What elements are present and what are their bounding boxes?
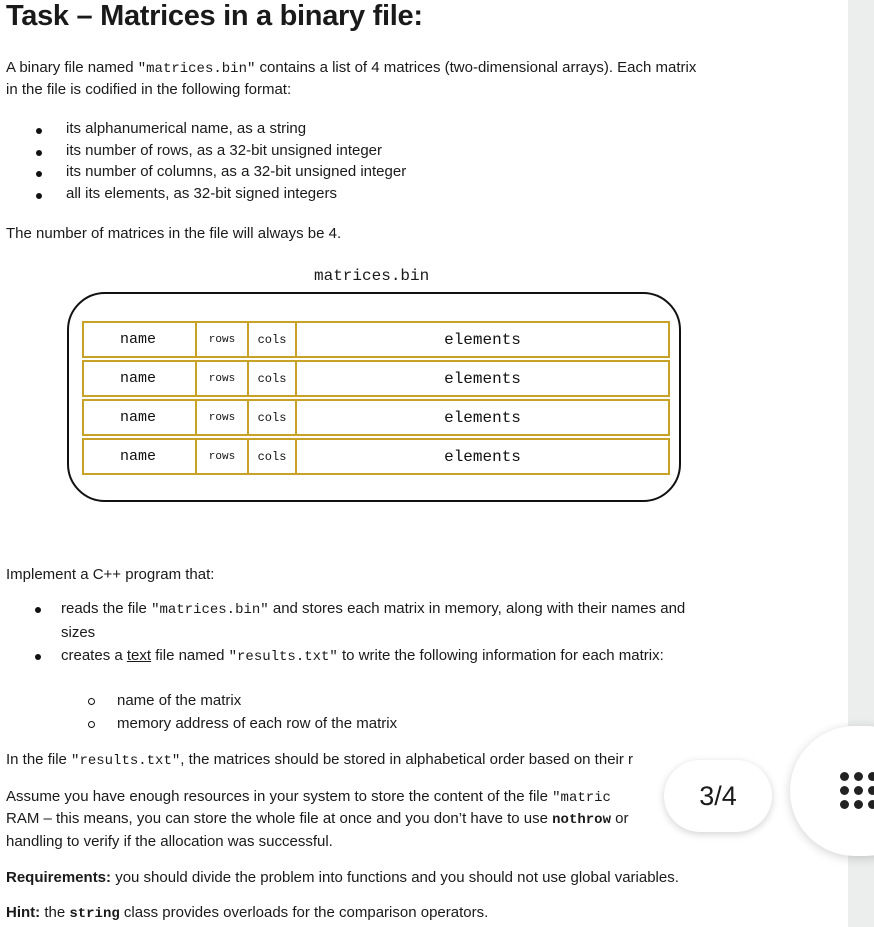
- rows-field: rows: [197, 438, 249, 475]
- page-title: Task – Matrices in a binary file:: [6, 0, 423, 32]
- resources-line-2: RAM – this means, you can store the whole file at once and you don’t have to use nothrow or: [6, 810, 629, 828]
- elements-field: elements: [297, 438, 670, 475]
- sub-bullet: [88, 698, 95, 705]
- format-item: all its elements, as 32-bit signed integers: [66, 185, 337, 202]
- elements-field: elements: [297, 360, 670, 397]
- cols-field: cols: [249, 321, 297, 358]
- bullet: [35, 607, 41, 613]
- order-note: In the file "results.txt", the matrices should be stored in alphabetical order based on their r: [6, 751, 634, 769]
- hint: Hint: the string class provides overloads for the comparison operators.: [6, 904, 489, 922]
- matrix-record: [82, 321, 670, 358]
- bullet: [36, 171, 42, 177]
- diagram-title: matrices.bin: [314, 267, 430, 285]
- rows-field: rows: [197, 321, 249, 358]
- sub-bullet: [88, 721, 95, 728]
- bullet: [36, 128, 42, 134]
- bullet: [36, 193, 42, 199]
- dots-grid-icon[interactable]: [840, 772, 874, 812]
- matrix-record: [82, 399, 670, 436]
- format-item: its alphanumerical name, as a string: [66, 120, 307, 137]
- elements-field: elements: [297, 399, 670, 436]
- bullet: [36, 150, 42, 156]
- task-1: reads the file "matrices.bin" and stores each matrix in memory, along with their names and: [61, 600, 686, 618]
- task-1-cont: sizes: [61, 624, 96, 641]
- sub-item: name of the matrix: [117, 692, 242, 709]
- cols-field: cols: [249, 360, 297, 397]
- name-field: name: [82, 399, 197, 436]
- bullet: [35, 654, 41, 660]
- name-field: name: [82, 438, 197, 475]
- intro-line-1: A binary file named "matrices.bin" contains a list of 4 matrices (two-dimensional arrays). Each matrix: [6, 59, 697, 77]
- rows-field: rows: [197, 360, 249, 397]
- rows-field: rows: [197, 399, 249, 436]
- format-item: its number of columns, as a 32-bit unsigned integer: [66, 163, 407, 180]
- intro-line-2: in the file is codified in the following format:: [6, 81, 292, 98]
- count-note: The number of matrices in the file will always be 4.: [6, 225, 342, 242]
- sub-item: memory address of each row of the matrix: [117, 715, 398, 732]
- page-indicator: 3/4: [664, 760, 772, 832]
- cols-field: cols: [249, 438, 297, 475]
- cols-field: cols: [249, 399, 297, 436]
- format-item: its number of rows, as a 32-bit unsigned integer: [66, 142, 383, 159]
- resources-line-3: handling to verify if the allocation was successful.: [6, 833, 333, 850]
- requirements: Requirements: you should divide the problem into functions and you should not use global variables.: [6, 869, 679, 886]
- name-field: name: [82, 321, 197, 358]
- resources-line-1: Assume you have enough resources in your system to store the content of the file "matric: [6, 788, 611, 806]
- matrix-record: [82, 438, 670, 475]
- elements-field: elements: [297, 321, 670, 358]
- name-field: name: [82, 360, 197, 397]
- task-2: creates a text file named "results.txt" to write the following information for each matrix:: [61, 647, 664, 665]
- matrix-record: [82, 360, 670, 397]
- implement-heading: Implement a C++ program that:: [6, 566, 215, 583]
